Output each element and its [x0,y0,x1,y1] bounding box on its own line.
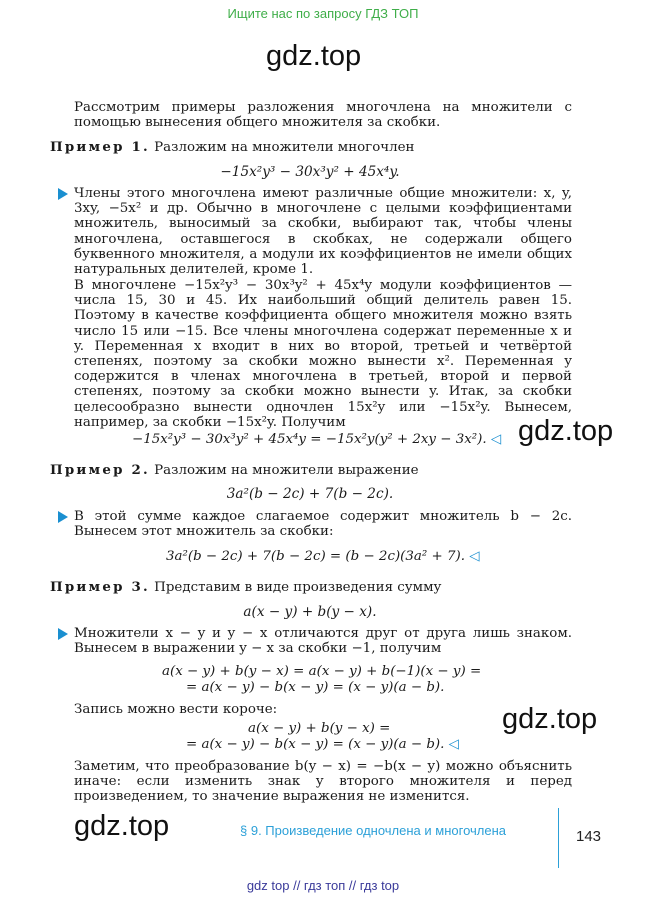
example-3-equation-3: a(x − y) + b(y − x) = [248,721,391,736]
section-title: § 9. Произведение одночлена и многочлена [240,823,507,838]
example-3-heading [50,580,570,595]
example-2-result [166,549,480,564]
example-2-formula: 3a²(b − 2c) + 7(b − 2c). [226,486,394,502]
intro-paragraph: Рассмотрим примеры разложения многочлена на множители с помощью вынесения общего множителя за скобки. [74,100,572,131]
end-marker-icon: ◁ [469,549,480,564]
example-1-heading [50,140,570,155]
example-1-text: Разложим на множители многочлен [154,140,415,155]
example-1-result [132,432,501,447]
example-2-label: Пример 2. [50,462,150,478]
example-3-equation-2: = a(x − y) − b(x − y) = (x − y)(a − b). [186,680,445,695]
example-3-text: Представим в виде произведения сумму [154,580,442,595]
example-1-formula: −15x²y³ − 30x³y² + 45x⁴y. [220,164,400,180]
example-1-result-text: −15x²y³ − 30x³y² + 45x⁴y = −15x²y(y² + 2xy − 3x²). [132,432,487,447]
footer-links[interactable]: gdz top // гдз топ // гдз top [246,878,400,893]
example-2-result-text: 3a²(b − 2c) + 7(b − 2c) = (b − 2c)(3a² + 7). [166,549,466,564]
example-3-equation-1: a(x − y) + b(y − x) = a(x − y) + b(−1)(x − y) = [162,664,482,679]
example-2-heading [50,463,570,478]
example-1-paragraph-1: Члены этого многочлена имеют различные общие множители: x, y, 3xy, −5x² и др. Обычно в многочлене с целыми коэффициентами множитель, выносимый за скобки, выбирают так, чтобы члены многочлена, оставшегося в скобках, не содержали общего буквенного множителя, а модули их коэффициентов не имели общих натуральных делителей, кроме 1. [74,186,572,278]
example-3-paragraph-1: Множители x − y и y − x отличаются друг от друга лишь знаком. Вынесем в выражении y − x за скобки −1, получим [74,626,572,657]
footer-divider [558,808,559,868]
end-marker-icon: ◁ [448,737,459,752]
end-marker-icon: ◁ [490,432,502,447]
example-3-paragraph-2: Запись можно вести короче: [74,702,278,717]
example-1-start-marker-icon [58,188,68,200]
watermark-top: gdz.top [266,40,362,72]
example-2-start-marker-icon [58,511,68,523]
header-search-link[interactable]: Ищите нас по запросу ГДЗ ТОП [227,6,419,21]
example-3-label: Пример 3. [50,579,150,595]
watermark-right-2: gdz.top [502,703,598,735]
example-3-formula: a(x − y) + b(y − x). [243,604,377,620]
example-1-paragraph-2: В многочлене −15x²y³ − 30x³y² + 45x⁴y модули коэффициентов — числа 15, 30 и 45. Их наибольший общий делитель равен 15. Поэтому в качестве коэффициента общего множителя можно взять число 15 или −15. Все члены многочлена содержат переменные x и y. Переменная x входит в них во второй, третьей и четвёртой степенях, поэтому за скобки можно вынести x². Переменная y содержится в членах многочлена в третьей, второй и первой степенях, поэтому за скобки можно вынести y. Итак, за скобки целесообразно вынести одночлен 15x²y или −15x²y. Вынесем, например, за скобки −15x²y. Получим [74,278,572,430]
page-number: 143 [576,828,602,845]
example-2-paragraph: В этой сумме каждое слагаемое содержит множитель b − 2c. Вынесем этот множитель за скобки: [74,509,572,540]
example-3-equation-4 [186,737,459,752]
example-3-equation-4-text: = a(x − y) − b(x − y) = (x − y)(a − b). [186,737,445,752]
watermark-bottom: gdz.top [74,810,170,842]
example-2-text: Разложим на множители выражение [154,463,419,478]
example-3-start-marker-icon [58,628,68,640]
example-1-label: Пример 1. [50,139,150,155]
example-3-paragraph-3: Заметим, что преобразование b(y − x) = −b(x − y) можно объяснить иначе: если изменить знак у второго множителя и перед произведением, то значение выражения не изменится. [74,759,572,805]
watermark-right-1: gdz.top [518,415,614,447]
